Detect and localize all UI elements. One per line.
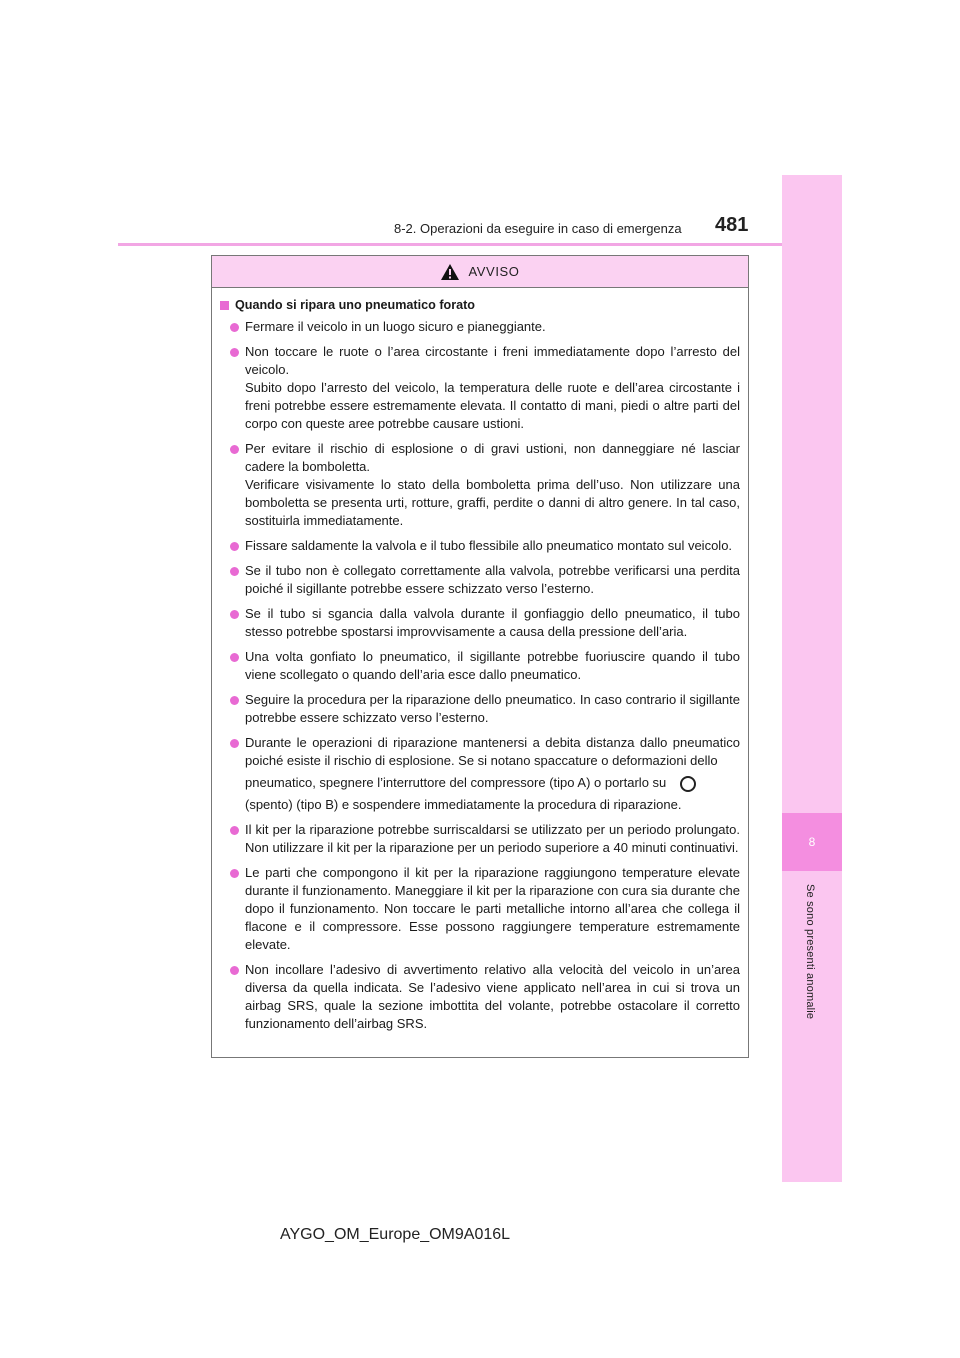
bullet-icon bbox=[230, 826, 239, 835]
item-text-with-icon bbox=[245, 770, 740, 796]
list-item bbox=[230, 343, 740, 433]
item-text: Durante le operazioni di riparazione mantenersi a debita distanza dallo pneumatico poiché esiste il rischio di esplosione. Se si notano spaccature o deformazioni dello bbox=[245, 735, 740, 768]
bullet-icon bbox=[230, 869, 239, 878]
item-text: Fissare saldamente la valvola e il tubo flessibile allo pneumatico montato sul veicolo. bbox=[245, 538, 733, 553]
list-item bbox=[230, 961, 740, 1033]
list-item bbox=[230, 318, 740, 336]
list-item bbox=[230, 562, 740, 598]
bullet-icon bbox=[230, 323, 239, 332]
header-divider bbox=[118, 243, 782, 246]
bullet-icon bbox=[230, 567, 239, 576]
item-text: Subito dopo l’arresto del veicolo, la temperatura delle ruote e dell’area circostante i freni potrebbe essere estremamente elevata. Il contatto di mani, piedi o altre parti del corpo con queste aree potrebbe causare ustioni. bbox=[245, 380, 740, 431]
document-code: AYGO_OM_Europe_OM9A016L bbox=[280, 1226, 511, 1243]
warning-triangle-icon bbox=[440, 263, 460, 281]
square-bullet-icon bbox=[220, 301, 229, 310]
item-text: pneumatico, spegnere l’interruttore del compressore (tipo A) o portarlo su bbox=[245, 775, 667, 790]
list-item bbox=[230, 605, 740, 641]
bullet-icon bbox=[230, 696, 239, 705]
section-title: 8-2. Operazioni da eseguire in caso di emergenza bbox=[394, 221, 682, 236]
subheading-text: Quando si ripara uno pneumatico forato bbox=[235, 298, 476, 312]
item-text: Le parti che compongono il kit per la riparazione raggiungono temperature elevate durante il funzionamento. Maneggiare il kit per la riparazione con cura sia durante che dopo il funzionamento. Non toccare le parti metalliche intorno all’area che collega il flacone e il compressore. Esse possono raggiungere temperature estremamente elevate. bbox=[245, 865, 740, 952]
side-tab bbox=[782, 175, 842, 1182]
item-text: Seguire la procedura per la riparazione dello pneumatico. In caso contrario il sigillante potrebbe essere schizzato verso l’esterno. bbox=[245, 692, 740, 725]
bullet-icon bbox=[230, 653, 239, 662]
warning-box bbox=[211, 255, 749, 1058]
list-item bbox=[230, 440, 740, 530]
item-text: Non incollare l’adesivo di avvertimento relativo alla velocità del veicolo in un’area diversa da quella indicata. Se l’adesivo viene applicato nell’area in cui si trova un airbag SRS, quale la sezione imbottita del volante, potrebbe ostacolare il corretto funzionamento dell’airbag SRS. bbox=[245, 962, 740, 1031]
item-text: Una volta gonfiato lo pneumatico, il sigillante potrebbe fuoriuscire quando il tubo viene scollegato o quando dell’aria esce dallo pneumatico. bbox=[245, 649, 740, 682]
off-switch-icon bbox=[680, 776, 696, 792]
item-text: Se il tubo si sgancia dalla valvola durante il gonfiaggio dello pneumatico, il tubo stesso potrebbe spostarsi improvvisamente a causa della pressione dell’aria. bbox=[245, 606, 740, 639]
list-item bbox=[230, 648, 740, 684]
item-text: Per evitare il rischio di esplosione o di gravi ustioni, non danneggiare né lasciar cadere la bomboletta. bbox=[245, 441, 740, 474]
list-item bbox=[230, 864, 740, 954]
list-item bbox=[230, 537, 740, 555]
list-item bbox=[230, 734, 740, 814]
item-text: Non toccare le ruote o l’area circostante i freni immediatamente dopo l’arresto del veicolo. bbox=[245, 344, 740, 377]
page-number: 481 bbox=[715, 214, 749, 236]
warning-subheading bbox=[220, 298, 740, 312]
bullet-icon bbox=[230, 966, 239, 975]
bullet-icon bbox=[230, 542, 239, 551]
bullet-icon bbox=[230, 445, 239, 454]
bullet-icon bbox=[230, 610, 239, 619]
list-item bbox=[230, 821, 740, 857]
bullet-icon bbox=[230, 739, 239, 748]
item-text: Se il tubo non è collegato correttamente alla valvola, potrebbe verificarsi una perdita poiché il sigillante potrebbe essere schizzato verso l’esterno. bbox=[245, 563, 740, 596]
warning-body bbox=[212, 288, 748, 1033]
item-text: Il kit per la riparazione potrebbe surriscaldarsi se utilizzato per un periodo prolungato. Non utilizzare il kit per la riparazione per un periodo superiore a 40 minuti continuativi. bbox=[245, 822, 740, 855]
warning-title: AVVISO bbox=[468, 264, 520, 279]
item-text: Verificare visivamente lo stato della bomboletta prima dell’uso. Non utilizzare una bomboletta se presenta urti, rotture, graffi, perdite o danni di altro genere. In tal caso, sostituirla immediatamente. bbox=[245, 477, 740, 528]
chapter-number: 8 bbox=[782, 813, 842, 871]
item-text: Fermare il veicolo in un luogo sicuro e pianeggiante. bbox=[245, 319, 546, 334]
bullet-icon bbox=[230, 348, 239, 357]
list-item bbox=[230, 691, 740, 727]
warning-header bbox=[212, 256, 748, 288]
item-text: (spento) (tipo B) e sospendere immediatamente la procedura di riparazione. bbox=[245, 797, 682, 812]
chapter-title: Se sono presenti anomalie bbox=[804, 884, 816, 1020]
